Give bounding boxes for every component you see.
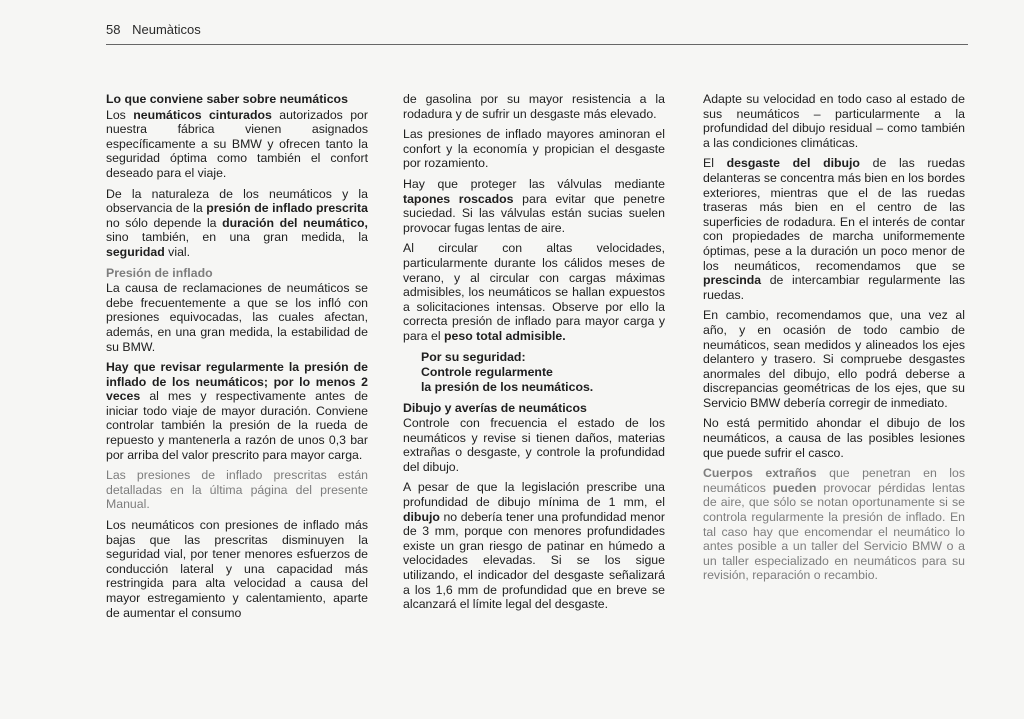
paragraph: En cambio, recomendamos que, una vez al año, y en ocasión de todo cambio de neumáticos, sean medidos y alineados los ejes delantero y trasero. Si compruebe desgastes anormales del dibujo, ello podrá deberse a discrepancias geométricas de los ejes, que su Servicio BMW debería corregir de inmediato.: [703, 308, 965, 410]
page-header: [106, 22, 201, 37]
paragraph: No está permitido ahondar el dibujo de los neumáticos, a causa de las posibles lesiones que puede sufrir el casco.: [703, 416, 965, 460]
callout-line: Por su seguridad:: [421, 349, 526, 364]
callout-line: la presión de los neumáticos.: [421, 379, 594, 394]
paragraph: A pesar de que la legislación prescribe una profundidad de dibujo mínima de 1 mm, el dibujo no debería tener una profundidad menor de 3 mm, porque con menores profundidades existe un gran riesgo de patinar en húmedo a velocidades elevadas. Si se los sigue utilizando, el indicador del desgaste señalizará a los 1,6 mm de profundidad que en breve se alcanzará el límite legal del desgaste.: [403, 480, 665, 612]
column-1: [106, 92, 368, 626]
header-rule: [106, 44, 968, 45]
paragraph: Controle con frecuencia el estado de los neumáticos y revise si tienen daños, materias extrañas o desgaste, y controle la profundidad del dibujo.: [403, 416, 665, 474]
paragraph: Las presiones de inflado mayores aminoran el confort y la economía y propician el desgaste por rozamiento.: [403, 127, 665, 171]
callout-line: Controle regularmente: [421, 364, 553, 379]
section-title: Neumàticos: [132, 22, 201, 37]
paragraph: Hay que proteger las válvulas mediante tapones roscados para evitar que penetre suciedad. Si las válvulas están sucias suelen provocar fugas lentas de aire.: [403, 176, 665, 235]
paragraph: El desgaste del dibujo de las ruedas delanteras se concentra más bien en los bordes exteriores, mientras que el de las ruedas traseras más bien en el centro de las superficies de rodadura. En el interés de contar con propiedades de marcha uniformemente óptimas, pese a la duración un poco menor de los neumáticos, recomendamos que se prescinda de intercambiar regularmente las ruedas.: [703, 156, 965, 302]
paragraph: Cuerpos extraños que penetran en los neumáticos pueden provocar pérdidas lentas de aire, que sólo se notan oportunamente si se controla regularmente la presión de inflado. En tal caso hay que encomendar el neumático lo antes posible a un taller del Servicio BMW o a un taller especializado en neumáticos para su revisión, reparación o recambio.: [703, 466, 965, 583]
paragraph: Los neumáticos cinturados autorizados por nuestra fábrica vienen asignados específicamente a su BMW y ofrecen tanto la seguridad óptima como también el confort deseado para el viaje.: [106, 107, 368, 180]
paragraph: Las presiones de inflado prescritas están detalladas en la última página del presente Manual.: [106, 468, 368, 512]
safety-callout: [421, 350, 665, 395]
paragraph: Al circular con altas velocidades, particularmente durante los cálidos meses de verano, y al circular con cargas máximas admisibles, los neumáticos se hallan expuestos a solicitaciones intensas. Observe por ello la correcta presión de inflado para mayor carga y para el peso total admisible.: [403, 241, 665, 343]
paragraph: Los neumáticos con presiones de inflado más bajas que las prescritas disminuyen la seguridad vial, por tener menores esfuerzos de conducción lateral y una capacidad más restringida para alta velocidad a causa del mayor estregamiento y calentamiento, aparte de aumentar el consumo: [106, 518, 368, 620]
paragraph: Adapte su velocidad en todo caso al estado de sus neumáticos – particularmente a la profundidad del dibujo residual – como también a las condiciones climáticas.: [703, 92, 965, 150]
paragraph: La causa de reclamaciones de neumáticos se debe frecuentemente a que se los infló con presiones equivocadas, las cuales afectan, además, en una gran medida, la estabilidad de su BMW.: [106, 281, 368, 354]
column-3: [703, 92, 965, 589]
heading-tires: Lo que conviene saber sobre neumáticos: [106, 92, 348, 106]
paragraph: Hay que revisar regularmente la presión de inflado de los neumáticos; por lo menos 2 veces al mes y respectivamente antes de iniciar todo viaje de mayor duración. Conviene controlar también la presión de la rueda de repuesto y mantenerla a razón de unos 0,3 bar por arriba del valor prescrito para mayor carga.: [106, 360, 368, 462]
page-number: 58: [106, 22, 121, 37]
column-2: [403, 92, 665, 618]
paragraph: De la naturaleza de los neumáticos y la observancia de la presión de inflado prescrita no sólo depende la duración del neumático, sino también, en una gran medida, la seguridad vial.: [106, 186, 368, 259]
subheading-tread: Dibujo y averías de neumáticos: [403, 400, 587, 415]
subheading-pressure: Presión de inflado: [106, 265, 213, 280]
paragraph: de gasolina por su mayor resistencia a la rodadura y de sufrir un desgaste más elevado.: [403, 92, 665, 121]
